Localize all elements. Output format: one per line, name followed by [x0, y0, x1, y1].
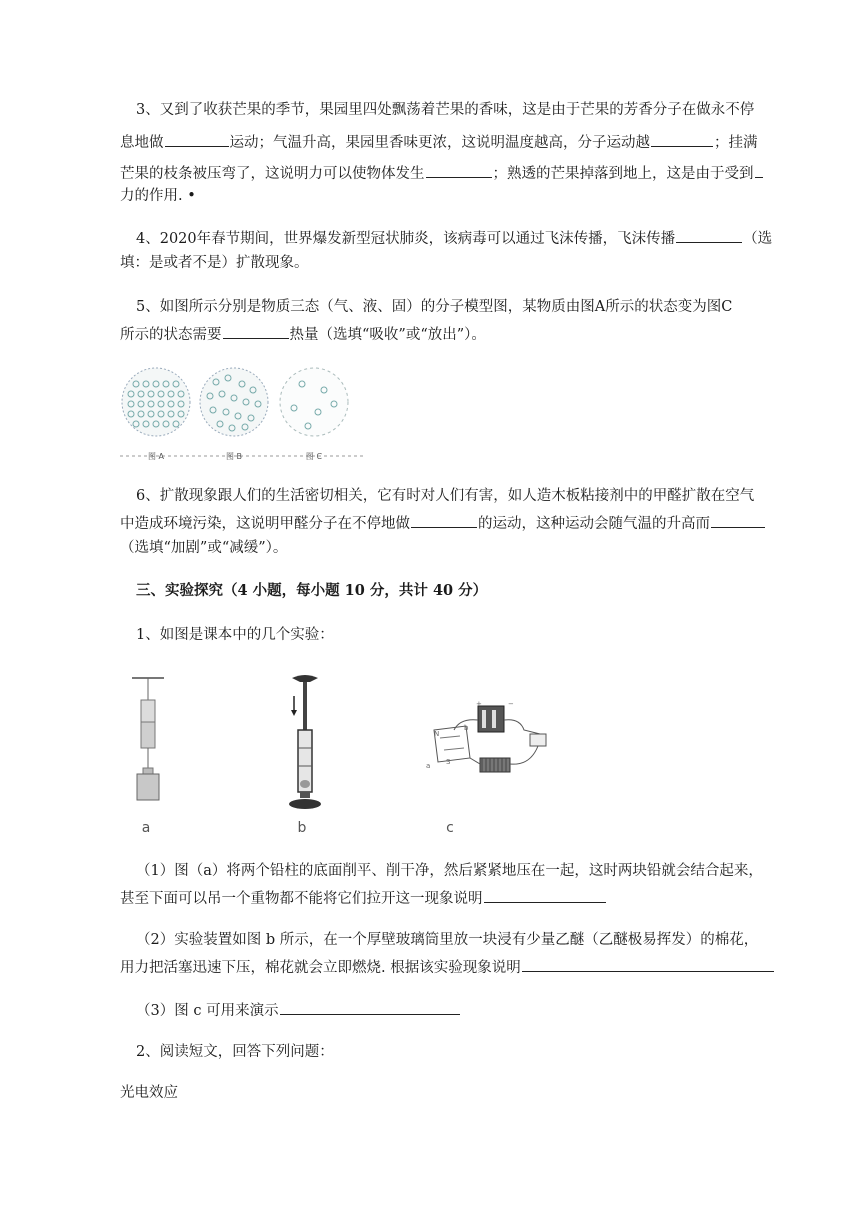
q6-line-3: （选填“加剧”或“减缓”）。	[120, 540, 288, 556]
air-compression-figure	[280, 672, 330, 840]
e1-part1-line-2	[120, 887, 607, 909]
q4-text: （选	[743, 231, 773, 247]
q4-line-2: 填：是或者不是）扩散现象。	[120, 255, 309, 271]
answer-blank[interactable]	[711, 512, 765, 528]
fig-label-c: 图 C	[305, 452, 323, 461]
answer-blank[interactable]	[426, 162, 492, 178]
q3-line-1: 3、又到了收获芒果的季节，果园里四处飘荡着芒果的香味，这是由于芒果的芳香分子在做永不停	[136, 102, 755, 118]
minus-sign: −	[508, 700, 514, 708]
answer-blank[interactable]	[411, 512, 477, 528]
e1-text: （3）图 c 可用来演示	[136, 1003, 279, 1019]
e2-intro: 2、阅读短文，回答下列问题：	[136, 1044, 334, 1060]
q3-line-4: 力的作用. •	[120, 188, 196, 204]
e1-text: 甚至下面可以吊一个重物都不能将它们拉开这一现象说明	[120, 891, 483, 907]
label-b: b	[464, 724, 469, 732]
q6-text: 的运动，这种运动会随气温的升高而	[478, 516, 710, 532]
e1-part3	[136, 999, 461, 1021]
answer-blank[interactable]	[755, 162, 763, 178]
states-of-matter-figure	[118, 360, 366, 470]
q5-text: 所示的状态需要	[120, 327, 222, 343]
answer-blank[interactable]	[651, 131, 713, 147]
q3-text: 运动；气温升高，果园里香味更浓，这说明温度越高，分子运动越	[229, 135, 650, 151]
answer-blank[interactable]	[522, 956, 774, 972]
solid-model-image	[122, 368, 190, 436]
q3-text: ；熟透的芒果掉落到地上，这是由于受到	[492, 166, 754, 182]
q5-line-2	[120, 323, 486, 345]
e1-text: 用力把活塞迅速下压，棉花就会立即燃烧. 根据该实验现象说明	[120, 960, 521, 976]
q5-line-1: 5、如图所示分别是物质三态（气、液、固）的分子模型图，某物质由图A所示的状态变为图C	[136, 299, 733, 315]
q3-text: 芒果的枝条被压弯了，这说明力可以使物体发生	[120, 166, 425, 182]
induction-circuit-figure	[420, 700, 560, 840]
fig-label-a: a	[141, 820, 151, 836]
q3-line-2	[120, 131, 758, 153]
fig-label-c: c	[446, 820, 454, 836]
q4-text: 4、2020年春节期间，世界爆发新型冠状肺炎，该病毒可以通过飞沫传播，飞沫传播	[136, 231, 676, 247]
q6-text: 中造成环境污染，这说明甲醛分子在不停地做	[120, 516, 410, 532]
e1-part2-line-2	[120, 956, 775, 978]
answer-blank[interactable]	[676, 227, 742, 243]
e1-part2-line-1: （2）实验装置如图 b 所示，在一个厚壁玻璃筒里放一块浸有少量乙醚（乙醚极易挥发）的棉花，	[136, 932, 759, 948]
q5-text: 热量（选填“吸收”或“放出”）。	[289, 327, 486, 343]
fig-label-b: 图 B	[225, 452, 243, 461]
gas-model-image	[280, 368, 348, 436]
e1-intro: 1、如图是课本中的几个实验：	[136, 627, 334, 643]
liquid-model-image	[200, 368, 268, 436]
answer-blank[interactable]	[280, 999, 460, 1015]
answer-blank[interactable]	[484, 887, 606, 903]
fig-label-b: b	[297, 820, 307, 836]
q6-line-1: 6、扩散现象跟人们的生活密切相关，它有时对人们有害，如人造木板粘接剂中的甲醛扩散在空气	[136, 488, 755, 504]
q3-line-3	[120, 162, 764, 184]
label-s: S	[446, 758, 451, 766]
q3-text: 息地做	[120, 135, 164, 151]
lead-cylinders-figure	[128, 672, 168, 840]
e2-title: 光电效应	[120, 1085, 178, 1101]
q3-text: ；挂满	[714, 135, 758, 151]
q6-line-2	[120, 512, 766, 534]
e1-part1-line-1: （1）图（a）将两个铅柱的底面削平、削干净，然后紧紧地压在一起，这时两块铅就会结合起来，	[136, 863, 763, 879]
plus-sign: +	[476, 700, 482, 708]
fig-label-a: 图 A	[147, 452, 165, 461]
answer-blank[interactable]	[223, 323, 289, 339]
label-a: a	[426, 762, 431, 770]
label-n: N	[434, 730, 440, 738]
answer-blank[interactable]	[165, 131, 229, 147]
q4-line-1	[136, 227, 772, 249]
section-heading: 三、实验探究（4 小题，每小题 10 分，共计 40 分）	[136, 582, 488, 599]
